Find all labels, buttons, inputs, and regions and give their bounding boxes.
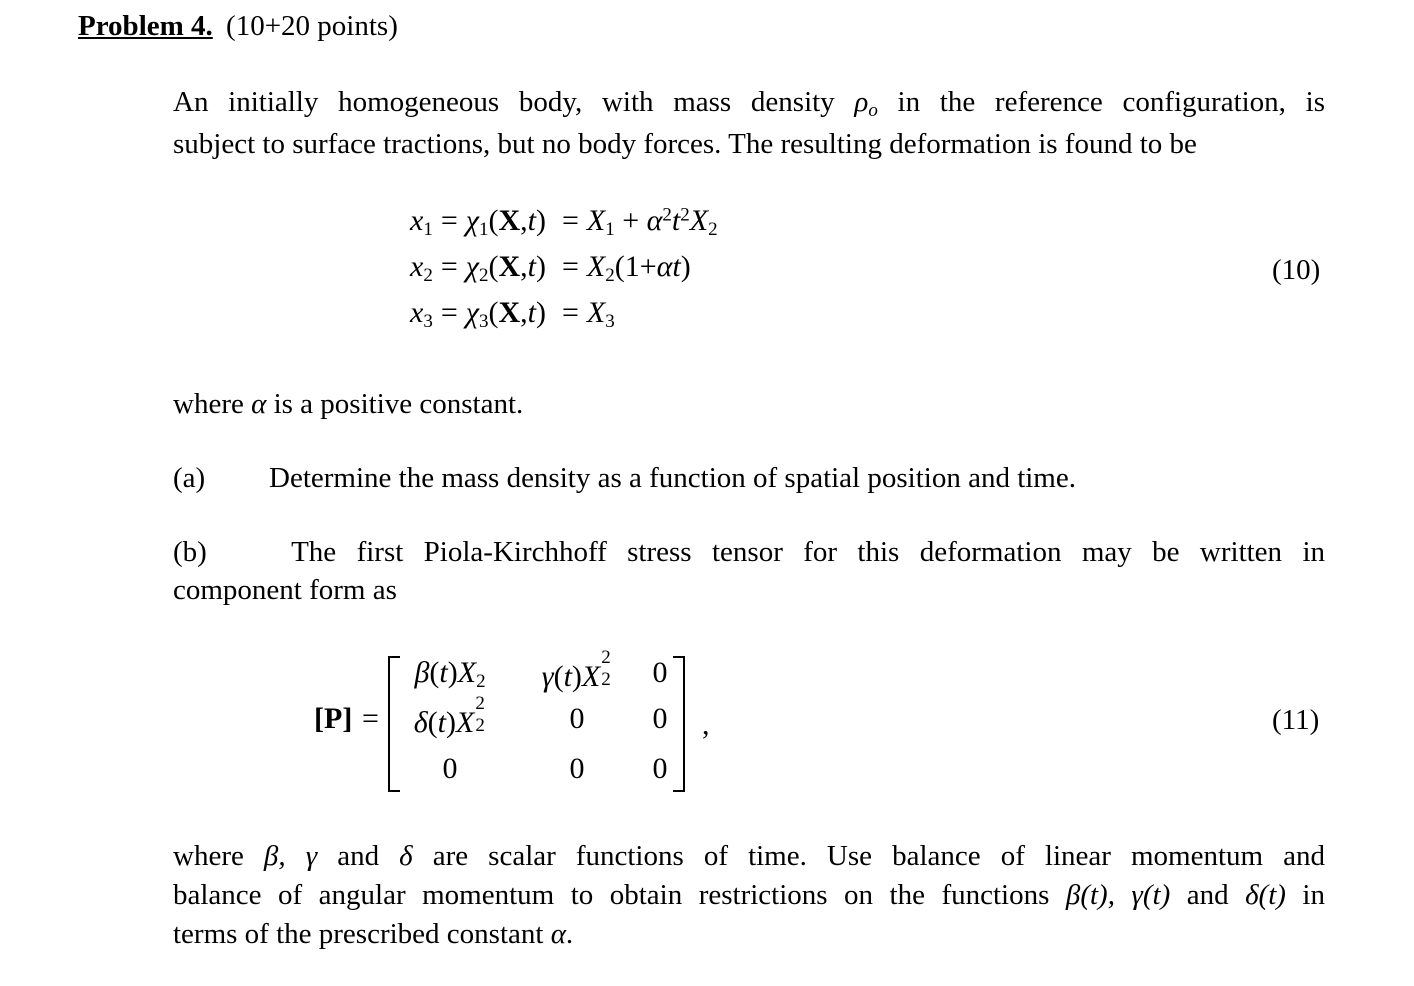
problem-title: Problem 4. <box>78 10 213 42</box>
lhs: $x_1$ <box>410 204 433 240</box>
closing-line-1: where β, γ and δ are scalar functions of time. Use balance of linear momentum and <box>173 840 1326 872</box>
matrix-cell: 0 <box>652 752 668 785</box>
problem-heading <box>78 6 398 46</box>
matrix-comma: , <box>702 708 710 741</box>
intro-line-2: subject to surface tractions, but no body forces. The resulting deformation is found to be <box>173 128 1197 160</box>
part-b-text: The first Piola-Kirchhoff stress tensor for this deformation may be written in <box>291 536 1326 568</box>
part-a-label: (a) <box>173 462 206 494</box>
matrix-cell: 0 <box>652 656 668 689</box>
intro-text: in the reference configuration, is <box>877 86 1325 118</box>
right-bracket <box>673 656 685 792</box>
matrix-cell: 0 <box>569 752 585 785</box>
rhs: $X_1 + \alpha^2t^2X_2$ <box>586 204 718 240</box>
equation-row: $x_2 = \chi_2(X,t) = X_2(1+\alpha t)$ <box>410 250 691 286</box>
intro-line-1 <box>173 82 1325 122</box>
matrix-cell: δ(t)X 2 2 <box>413 693 485 739</box>
gamma-symbol: γ <box>305 840 318 872</box>
matrix-equals: = <box>362 702 379 735</box>
chi-map: $\chi_3(X,t)$ <box>465 296 546 332</box>
rho-symbol: $\rho_o$ <box>854 86 878 121</box>
part-b-label: (b) <box>173 536 207 568</box>
rhs: $X_2(1+\alpha t)$ <box>586 250 691 286</box>
alpha-symbol: α <box>251 388 267 420</box>
matrix-cell: $\beta(t)X_2$ <box>414 656 486 692</box>
rhs: $X_3$ <box>586 296 615 332</box>
left-bracket <box>388 656 400 792</box>
lhs: $x_2$ <box>410 250 433 286</box>
closing-line-2: balance of angular momentum to obtain restrictions on the functions β(t), γ(t) and δ(t) in <box>173 879 1325 911</box>
matrix-cell: γ(t)X 2 2 <box>541 647 611 693</box>
delta-symbol: δ <box>399 840 413 872</box>
equation-row: $x_3 = \chi_3(X,t) = X_3$ <box>410 296 615 332</box>
chi-map: $\chi_2(X,t)$ <box>465 250 546 286</box>
part-b-line-1 <box>173 532 1325 572</box>
delta-function: δ(t) <box>1245 879 1286 911</box>
matrix-lhs: [P] <box>314 702 353 735</box>
equation-number-11: (11) <box>1272 704 1320 736</box>
part-b-line-2: component form as <box>173 574 397 606</box>
matrix-cell: 0 <box>442 752 458 785</box>
beta-gamma-functions: β(t), γ(t) <box>1065 879 1171 911</box>
chi-map: $\chi_1(X,t)$ <box>465 204 546 240</box>
matrix-cell: 0 <box>569 702 585 735</box>
intro-text: An initially homogeneous body, with mass density <box>173 86 855 118</box>
problem-points: (10+20 points) <box>226 10 398 42</box>
lhs: $x_3$ <box>410 296 433 332</box>
alpha-symbol: α <box>550 918 566 950</box>
closing-line-3: terms of the prescribed constant α. <box>173 918 574 950</box>
beta-symbol: β, <box>263 840 286 872</box>
equation-number-10: (10) <box>1272 254 1321 286</box>
equation-row: $x_1 = \chi_1(X,t) = X_1 + \alpha^2t^2X_2$ <box>410 204 718 240</box>
matrix-cell: 0 <box>652 702 668 735</box>
where-alpha-line: where α is a positive constant. <box>173 388 524 420</box>
part-a-text: Determine the mass density as a function of spatial position and time. <box>269 462 1076 494</box>
